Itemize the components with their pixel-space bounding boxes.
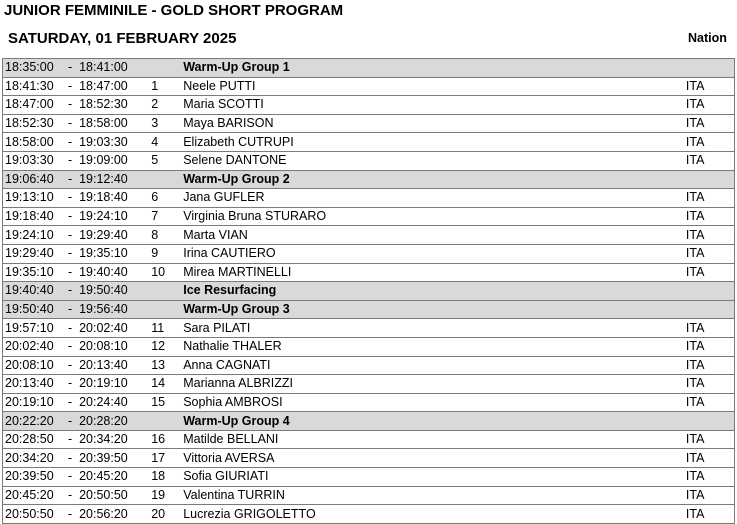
- skater-name: Matilde BELLANI: [181, 430, 684, 449]
- skater-name: Mirea MARTINELLI: [181, 263, 684, 282]
- start-time: 20:02:40: [3, 337, 64, 356]
- schedule-group-row: [3, 170, 735, 189]
- end-time: 19:12:40: [77, 170, 149, 189]
- nation: [684, 170, 735, 189]
- nation: ITA: [684, 468, 735, 487]
- start-time: 18:41:30: [3, 77, 64, 96]
- end-time: 19:03:30: [77, 133, 149, 152]
- start-number: 1: [149, 77, 181, 96]
- start-number: [149, 412, 181, 431]
- nation: ITA: [684, 244, 735, 263]
- schedule-skater-row: [3, 189, 735, 208]
- end-time: 20:02:40: [77, 319, 149, 338]
- nation: ITA: [684, 263, 735, 282]
- start-time: 20:22:20: [3, 412, 64, 431]
- skater-name: Vittoria AVERSA: [181, 449, 684, 468]
- end-time: 19:09:00: [77, 151, 149, 170]
- group-label: Warm-Up Group 2: [181, 170, 684, 189]
- skater-name: Nathalie THALER: [181, 337, 684, 356]
- schedule-skater-row: [3, 486, 735, 505]
- start-time: 18:52:30: [3, 114, 64, 133]
- nation: [684, 300, 735, 319]
- schedule-skater-row: [3, 356, 735, 375]
- skater-name: Sara PILATI: [181, 319, 684, 338]
- end-time: 20:50:50: [77, 486, 149, 505]
- start-time: 19:03:30: [3, 151, 64, 170]
- start-time: 20:28:50: [3, 430, 64, 449]
- skater-name: Neele PUTTI: [181, 77, 684, 96]
- start-number: 6: [149, 189, 181, 208]
- nation: ITA: [684, 133, 735, 152]
- start-number: 16: [149, 430, 181, 449]
- schedule-skater-row: [3, 430, 735, 449]
- skater-name: Irina CAUTIERO: [181, 244, 684, 263]
- schedule-skater-row: [3, 151, 735, 170]
- event-date: SATURDAY, 01 FEBRUARY 2025: [8, 30, 237, 47]
- time-separator: -: [63, 151, 77, 170]
- group-label: Ice Resurfacing: [181, 282, 684, 301]
- skater-name: Maria SCOTTI: [181, 96, 684, 115]
- start-number: 17: [149, 449, 181, 468]
- time-separator: -: [63, 430, 77, 449]
- nation: ITA: [684, 393, 735, 412]
- start-number: 15: [149, 393, 181, 412]
- time-separator: -: [63, 59, 77, 78]
- nation: ITA: [684, 189, 735, 208]
- end-time: 19:56:40: [77, 300, 149, 319]
- schedule-skater-row: [3, 468, 735, 487]
- start-number: 5: [149, 151, 181, 170]
- time-separator: -: [63, 282, 77, 301]
- time-separator: -: [63, 207, 77, 226]
- time-separator: -: [63, 319, 77, 338]
- skater-name: Valentina TURRIN: [181, 486, 684, 505]
- schedule-group-row: [3, 412, 735, 431]
- start-time: 20:39:50: [3, 468, 64, 487]
- nation: ITA: [684, 77, 735, 96]
- end-time: 20:45:20: [77, 468, 149, 487]
- skater-name: Sophia AMBROSI: [181, 393, 684, 412]
- start-time: 19:06:40: [3, 170, 64, 189]
- end-time: 19:35:10: [77, 244, 149, 263]
- start-number: 8: [149, 226, 181, 245]
- skater-name: Virginia Bruna STURARO: [181, 207, 684, 226]
- start-number: 12: [149, 337, 181, 356]
- nation-column-header: Nation: [688, 31, 727, 45]
- nation: ITA: [684, 151, 735, 170]
- start-time: 19:57:10: [3, 319, 64, 338]
- nation: ITA: [684, 449, 735, 468]
- start-time: 19:18:40: [3, 207, 64, 226]
- schedule-table: [2, 58, 735, 524]
- end-time: 20:34:20: [77, 430, 149, 449]
- end-time: 19:24:10: [77, 207, 149, 226]
- start-time: 20:19:10: [3, 393, 64, 412]
- schedule-skater-row: [3, 244, 735, 263]
- schedule-skater-row: [3, 114, 735, 133]
- schedule-body: [3, 59, 735, 524]
- time-separator: -: [63, 393, 77, 412]
- start-number: 20: [149, 505, 181, 524]
- time-separator: -: [63, 337, 77, 356]
- start-number: 2: [149, 96, 181, 115]
- start-number: 18: [149, 468, 181, 487]
- time-separator: -: [63, 133, 77, 152]
- start-time: 19:29:40: [3, 244, 64, 263]
- start-time: 19:13:10: [3, 189, 64, 208]
- end-time: 18:41:00: [77, 59, 149, 78]
- start-time: 19:24:10: [3, 226, 64, 245]
- start-time: 18:58:00: [3, 133, 64, 152]
- time-separator: -: [63, 505, 77, 524]
- end-time: 18:52:30: [77, 96, 149, 115]
- start-time: 19:40:40: [3, 282, 64, 301]
- start-number: 14: [149, 375, 181, 394]
- schedule-skater-row: [3, 375, 735, 394]
- schedule-skater-row: [3, 96, 735, 115]
- time-separator: -: [63, 244, 77, 263]
- end-time: 20:19:10: [77, 375, 149, 394]
- page-title: JUNIOR FEMMINILE - GOLD SHORT PROGRAM: [4, 2, 344, 19]
- nation: [684, 412, 735, 431]
- end-time: 20:24:40: [77, 393, 149, 412]
- end-time: 19:40:40: [77, 263, 149, 282]
- end-time: 20:13:40: [77, 356, 149, 375]
- end-time: 19:29:40: [77, 226, 149, 245]
- time-separator: -: [63, 300, 77, 319]
- nation: ITA: [684, 505, 735, 524]
- group-label: Warm-Up Group 3: [181, 300, 684, 319]
- end-time: 19:50:40: [77, 282, 149, 301]
- skater-name: Anna CAGNATI: [181, 356, 684, 375]
- skater-name: Maya BARISON: [181, 114, 684, 133]
- nation: [684, 59, 735, 78]
- nation: ITA: [684, 375, 735, 394]
- start-time: 18:47:00: [3, 96, 64, 115]
- start-number: 4: [149, 133, 181, 152]
- schedule-skater-row: [3, 393, 735, 412]
- start-time: 19:35:10: [3, 263, 64, 282]
- end-time: 18:47:00: [77, 77, 149, 96]
- schedule-skater-row: [3, 263, 735, 282]
- time-separator: -: [63, 356, 77, 375]
- start-time: 20:13:40: [3, 375, 64, 394]
- time-separator: -: [63, 263, 77, 282]
- end-time: 20:08:10: [77, 337, 149, 356]
- start-number: 7: [149, 207, 181, 226]
- group-label: Warm-Up Group 1: [181, 59, 684, 78]
- end-time: 20:56:20: [77, 505, 149, 524]
- skater-name: Lucrezia GRIGOLETTO: [181, 505, 684, 524]
- time-separator: -: [63, 96, 77, 115]
- nation: ITA: [684, 337, 735, 356]
- time-separator: -: [63, 375, 77, 394]
- skater-name: Jana GUFLER: [181, 189, 684, 208]
- time-separator: -: [63, 77, 77, 96]
- time-separator: -: [63, 449, 77, 468]
- time-separator: -: [63, 189, 77, 208]
- nation: ITA: [684, 207, 735, 226]
- start-number: 10: [149, 263, 181, 282]
- start-number: 13: [149, 356, 181, 375]
- skater-name: Selene DANTONE: [181, 151, 684, 170]
- group-label: Warm-Up Group 4: [181, 412, 684, 431]
- start-time: 18:35:00: [3, 59, 64, 78]
- time-separator: -: [63, 170, 77, 189]
- start-number: 19: [149, 486, 181, 505]
- schedule-skater-row: [3, 319, 735, 338]
- start-time: 20:50:50: [3, 505, 64, 524]
- start-number: [149, 170, 181, 189]
- schedule-skater-row: [3, 449, 735, 468]
- skater-name: Marianna ALBRIZZI: [181, 375, 684, 394]
- nation: ITA: [684, 356, 735, 375]
- start-time: 20:34:20: [3, 449, 64, 468]
- time-separator: -: [63, 114, 77, 133]
- start-number: [149, 282, 181, 301]
- schedule-skater-row: [3, 226, 735, 245]
- time-separator: -: [63, 226, 77, 245]
- end-time: 18:58:00: [77, 114, 149, 133]
- skater-name: Marta VIAN: [181, 226, 684, 245]
- start-number: [149, 300, 181, 319]
- start-time: 19:50:40: [3, 300, 64, 319]
- time-separator: -: [63, 486, 77, 505]
- start-number: 9: [149, 244, 181, 263]
- end-time: 19:18:40: [77, 189, 149, 208]
- schedule-group-row: [3, 300, 735, 319]
- schedule-skater-row: [3, 337, 735, 356]
- nation: ITA: [684, 486, 735, 505]
- start-time: 20:08:10: [3, 356, 64, 375]
- nation: ITA: [684, 430, 735, 449]
- nation: [684, 282, 735, 301]
- nation: ITA: [684, 96, 735, 115]
- nation: ITA: [684, 319, 735, 338]
- start-number: 3: [149, 114, 181, 133]
- time-separator: -: [63, 468, 77, 487]
- start-number: [149, 59, 181, 78]
- nation: ITA: [684, 114, 735, 133]
- schedule-skater-row: [3, 133, 735, 152]
- schedule-skater-row: [3, 207, 735, 226]
- skater-name: Elizabeth CUTRUPI: [181, 133, 684, 152]
- end-time: 20:28:20: [77, 412, 149, 431]
- start-number: 11: [149, 319, 181, 338]
- schedule-group-row: [3, 282, 735, 301]
- time-separator: -: [63, 412, 77, 431]
- skater-name: Sofia GIURIATI: [181, 468, 684, 487]
- schedule-group-row: [3, 59, 735, 78]
- end-time: 20:39:50: [77, 449, 149, 468]
- start-time: 20:45:20: [3, 486, 64, 505]
- nation: ITA: [684, 226, 735, 245]
- schedule-skater-row: [3, 77, 735, 96]
